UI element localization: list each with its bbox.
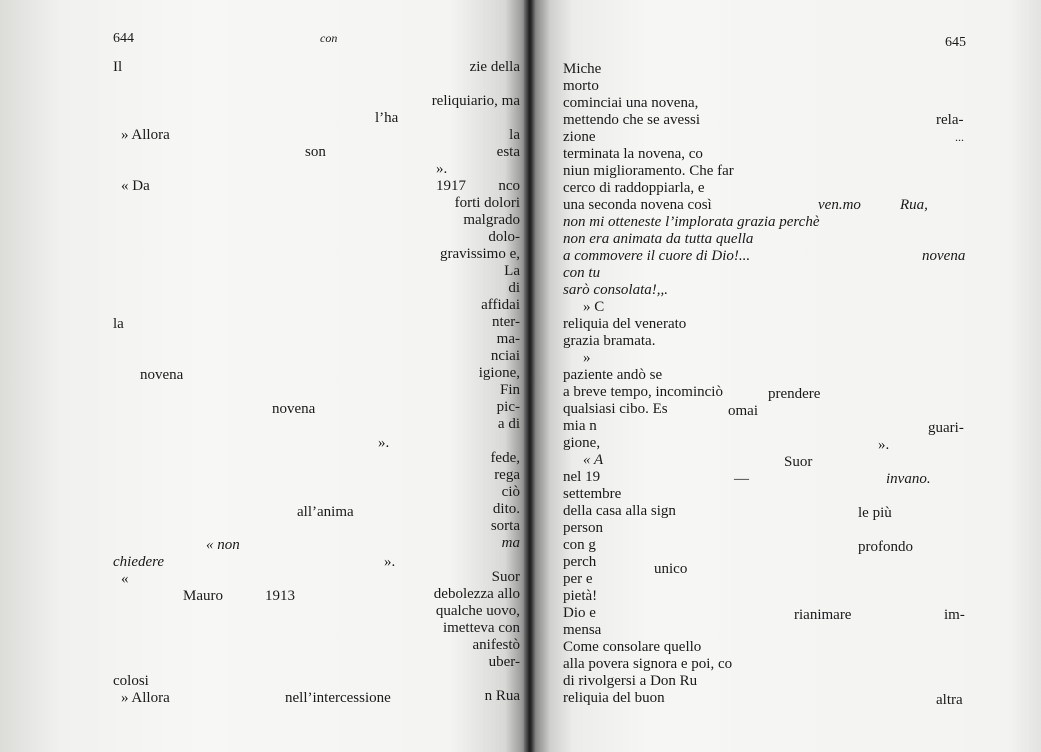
right-line: paziente andò se xyxy=(563,367,663,383)
right-line: non mi otteneste l’implorata grazia perchè xyxy=(563,214,820,230)
right-line: » C xyxy=(583,299,605,315)
right-line: cerco di raddoppiarla, e xyxy=(563,180,705,196)
left-inner-line: reliquiario, ma xyxy=(431,93,520,109)
right-line: pietà! xyxy=(563,588,598,604)
left-inner-line: malgrado xyxy=(463,212,520,228)
right-fragment: guari- xyxy=(928,420,964,436)
right-line: Come consolare quello xyxy=(563,639,702,655)
left-inner-line: sorta xyxy=(490,518,520,534)
right-line: una seconda novena così xyxy=(563,197,712,213)
left-inner-line: la xyxy=(509,127,520,143)
right-line: » xyxy=(583,350,591,366)
left-inner-line: rega xyxy=(494,467,520,483)
left-inner-line: debolezza allo xyxy=(433,586,520,602)
left-inner-line: esta xyxy=(496,144,520,160)
right-line: reliquia del buon xyxy=(563,690,665,706)
right-line: mettendo che se avessi xyxy=(563,112,701,128)
left-fragment: all’anima xyxy=(297,504,354,520)
right-fragment: ... xyxy=(955,130,964,144)
right-line: niun miglioramento. Che far xyxy=(563,163,734,179)
left-inner-line: gravissimo e, xyxy=(440,246,520,262)
left-inner-line: dito. xyxy=(492,501,520,517)
left-inner-line: pic- xyxy=(496,399,520,415)
left-inner-line: ciò xyxy=(501,484,520,500)
right-fragment: novena xyxy=(922,248,966,264)
right-fragment: ». xyxy=(878,437,890,453)
right-line: grazia bramata. xyxy=(563,333,656,349)
left-fragment: la xyxy=(113,316,124,332)
right-line: Dio e xyxy=(563,605,596,621)
left-fragment: ». xyxy=(378,435,390,451)
right-line: per e xyxy=(563,571,593,587)
right-line: perch xyxy=(563,554,597,570)
right-fragment: altra xyxy=(936,692,963,708)
left-fragment: « xyxy=(121,571,129,587)
right-fragment: Rua, xyxy=(900,197,928,213)
right-fragment: profondo xyxy=(858,539,913,555)
left-fragment: « Da xyxy=(121,178,150,194)
right-fragment: invano. xyxy=(886,471,931,487)
right-line: mia n xyxy=(563,418,597,434)
right-line: alla povera signora e poi, co xyxy=(563,656,733,672)
right-page-number: 645 xyxy=(945,35,966,50)
right-line: cominciai una novena, xyxy=(563,95,699,111)
right-fragment: unico xyxy=(654,561,688,577)
left-inner-line: Suor xyxy=(491,569,520,585)
left-running-head: con xyxy=(320,31,338,45)
right-fragment: rianimare xyxy=(794,607,852,623)
right-line: mensa xyxy=(563,622,602,638)
left-inner-line: imetteva con xyxy=(442,620,520,636)
right-fragment: le più xyxy=(858,505,892,521)
right-fragment: rela- xyxy=(936,112,964,128)
left-inner-line: a di xyxy=(497,416,520,432)
left-fragment: colosi xyxy=(113,673,149,689)
left-inner-line: zie della xyxy=(469,59,520,75)
right-line: settembre xyxy=(563,486,622,502)
left-inner-line: igione, xyxy=(478,365,520,381)
right-fragment: im- xyxy=(944,607,965,623)
left-inner-line: affidai xyxy=(481,297,520,313)
right-line: nel 19 xyxy=(563,469,601,485)
left-inner-line: nter- xyxy=(491,314,520,330)
right-line: non era animata da tutta quella xyxy=(563,231,754,247)
right-line: sarò consolata!,,. xyxy=(563,282,668,298)
right-line: zione xyxy=(563,129,596,145)
left-fragment: chiedere xyxy=(113,554,165,570)
right-line: morto xyxy=(563,78,599,94)
right-line: « A xyxy=(583,452,604,468)
left-page-number: 644 xyxy=(113,31,134,46)
left-fragment: 1913 xyxy=(265,588,295,604)
right-line: con g xyxy=(563,537,596,553)
left-inner-line: La xyxy=(504,263,520,279)
left-inner-line: ma xyxy=(501,535,520,551)
right-line: Miche xyxy=(563,61,602,77)
left-inner-line: di xyxy=(508,280,520,296)
left-fragment: Il xyxy=(113,59,123,75)
right-line: qualsiasi cibo. Es xyxy=(563,401,668,417)
left-inner-line: qualche uovo, xyxy=(435,603,520,619)
left-inner-line: nciai xyxy=(490,348,520,364)
left-fragment: Mauro xyxy=(183,588,223,604)
left-inner-line: dolo- xyxy=(488,229,520,245)
right-line: a breve tempo, incominciò xyxy=(563,384,723,400)
left-fragment: « non xyxy=(206,537,240,553)
left-fragment: novena xyxy=(272,401,316,417)
left-inner-line: anifestò xyxy=(472,637,520,653)
book-spine xyxy=(524,0,536,752)
left-fragment: ». xyxy=(436,161,448,177)
left-fragment: » Allora xyxy=(121,690,170,706)
right-line: con tu xyxy=(563,265,601,281)
left-fragment: l’ha xyxy=(375,110,399,126)
left-fragment: nell’intercessione xyxy=(285,690,391,706)
right-line: reliquia del venerato xyxy=(563,316,687,332)
left-fragment: son xyxy=(305,144,326,160)
right-fragment: omai xyxy=(728,403,758,419)
right-fragment: — xyxy=(734,471,749,487)
left-fragment: » Allora xyxy=(121,127,170,143)
right-line: terminata la novena, co xyxy=(563,146,703,162)
left-inner-line: forti dolori xyxy=(454,195,520,211)
right-line: di rivolgersi a Don Ru xyxy=(563,673,698,689)
left-inner-line: fede, xyxy=(490,450,520,466)
right-fragment: prendere xyxy=(768,386,821,402)
left-inner-line: 1917 xyxy=(436,178,466,194)
right-line: a commovere il cuore di Dio!... xyxy=(563,248,751,264)
right-line: person xyxy=(563,520,603,536)
left-inner-line: n Rua xyxy=(484,688,520,704)
left-fragment: ». xyxy=(384,554,396,570)
right-fragment: ven.mo xyxy=(818,197,861,213)
left-inner-line: uber- xyxy=(488,654,520,670)
left-fragment: novena xyxy=(140,367,184,383)
left-inner-line: ma- xyxy=(496,331,520,347)
left-inner-line: nco xyxy=(498,178,520,194)
left-inner-line: Fin xyxy=(499,382,520,398)
right-line: della casa alla sign xyxy=(563,503,676,519)
right-line: gione, xyxy=(563,435,601,451)
right-fragment: Suor xyxy=(784,454,813,470)
